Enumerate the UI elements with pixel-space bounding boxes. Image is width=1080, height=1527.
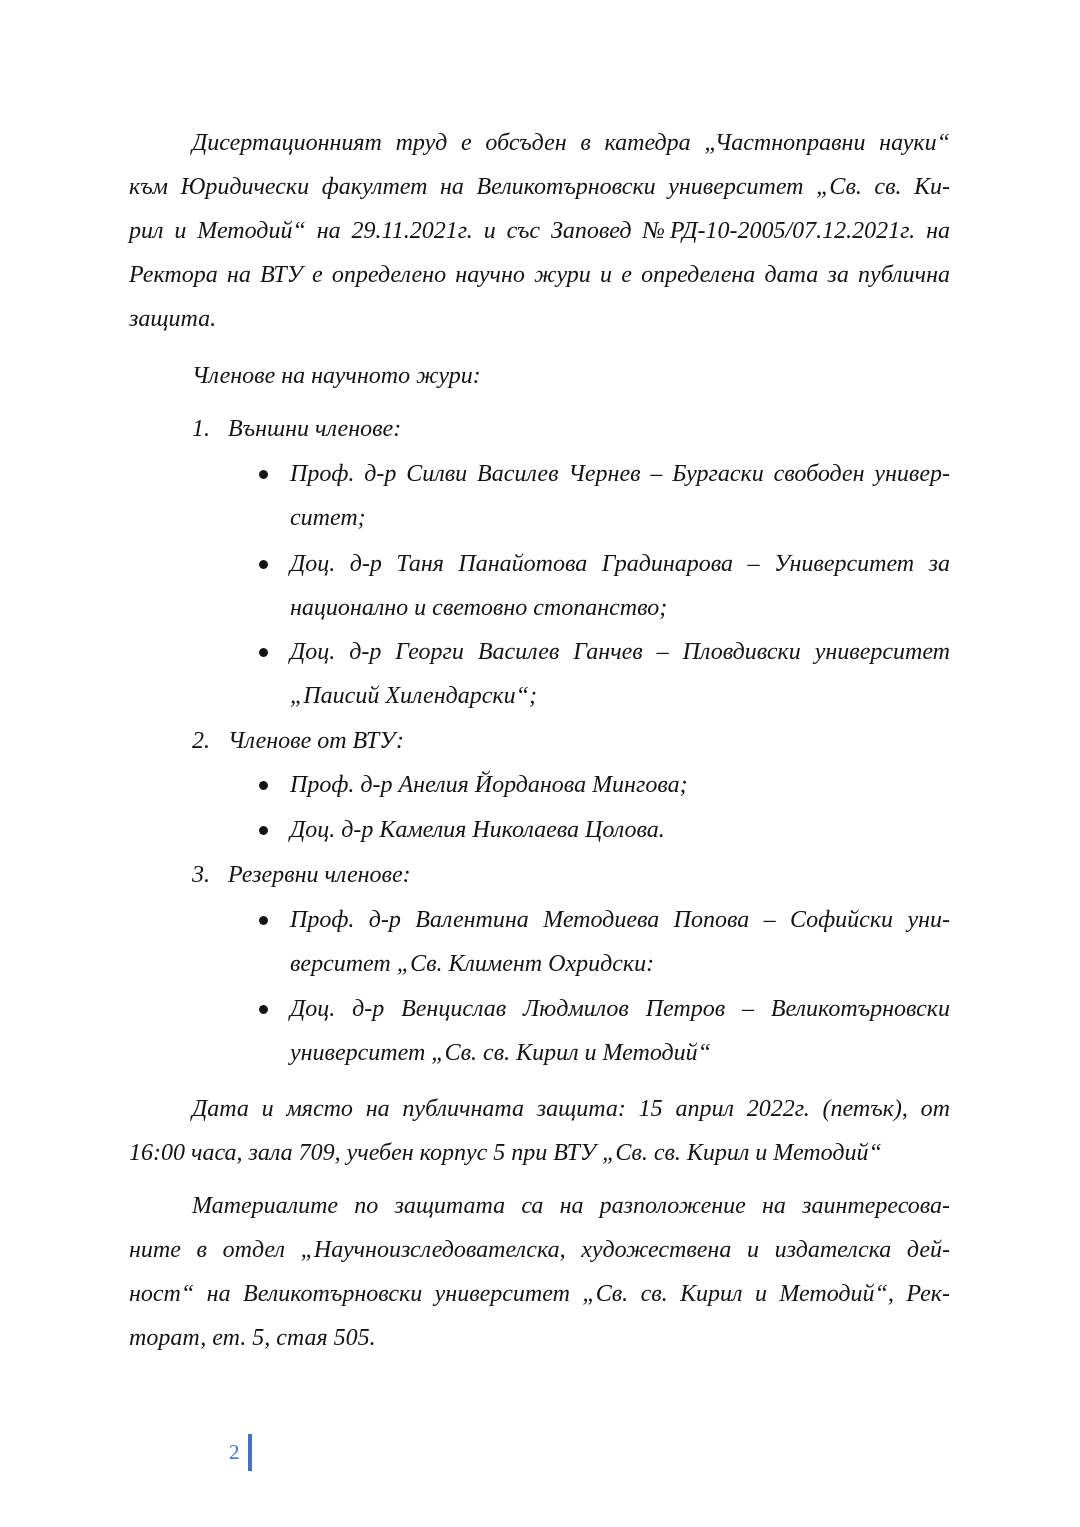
bullet-icon — [259, 916, 268, 925]
member-line: Проф. д-р Валентина Методиева Попова – Софийски уни- — [290, 907, 950, 933]
member-line: университет „Св. св. Кирил и Методий“ — [290, 1040, 712, 1066]
bullet-icon — [259, 826, 268, 835]
intro-line-1: Дисертационният труд е обсъден в катедра „Частноправни науки“ — [192, 130, 950, 156]
section-number: 2. — [192, 728, 210, 754]
materials-line-2: ните в отдел „Научноизследователска, художествена и издателска дей- — [129, 1237, 950, 1263]
section-title: Членове от ВТУ: — [228, 728, 404, 754]
intro-line-2: към Юридически факултет на Великотърновски университет „Св. св. Ки- — [129, 174, 950, 200]
page-number-divider — [248, 1434, 252, 1471]
jury-heading: Членове на научното жури: — [192, 363, 481, 389]
bullet-icon — [259, 470, 268, 479]
member-line: Доц. д-р Георги Василев Ганчев – Пловдивски университет — [290, 639, 950, 665]
intro-line-4: Ректора на ВТУ е определено научно жури и е определена дата за публична — [129, 262, 950, 288]
member-line: Проф. д-р Анелия Йорданова Мингова; — [290, 772, 688, 798]
member-line: Доц. д-р Венцислав Людмилов Петров – Великотърновски — [290, 996, 950, 1022]
member-line: Проф. д-р Силви Василев Чернев – Бургаски свободен универ- — [290, 461, 950, 487]
intro-line-3: рил и Методий“ на 29.11.2021г. и със Заповед №РД-10-2005/07.12.2021г. на — [129, 218, 950, 244]
section-title: Външни членове: — [228, 416, 402, 442]
member-line: Доц. д-р Камелия Николаева Цолова. — [290, 817, 665, 843]
section-title: Резервни членове: — [228, 862, 411, 888]
materials-line-1: Материалите по защитата са на разположение на заинтересова- — [192, 1193, 950, 1219]
member-line: верситет „Св. Климент Охридски: — [290, 951, 655, 977]
bullet-icon — [259, 648, 268, 657]
section-number: 3. — [192, 862, 210, 888]
page-number: 2 — [229, 1440, 240, 1464]
member-line: Доц. д-р Таня Панайотова Градинарова – Университет за — [290, 551, 950, 577]
materials-line-3: ност“ на Великотърновски университет „Св. св. Кирил и Методий“, Рек- — [129, 1281, 950, 1307]
member-line: „Паисий Хилендарски“; — [290, 683, 537, 709]
member-line: национално и световно стопанство; — [290, 595, 668, 621]
section-number: 1. — [192, 416, 210, 442]
intro-line-5: защита. — [129, 306, 217, 332]
member-line: ситет; — [290, 505, 366, 531]
bullet-icon — [259, 1005, 268, 1014]
materials-line-4: торат, ет. 5, стая 505. — [129, 1325, 376, 1351]
bullet-icon — [259, 781, 268, 790]
defense-line-2: 16:00 часа, зала 709, учебен корпус 5 при ВТУ „Св. св. Кирил и Методий“ — [129, 1140, 882, 1166]
bullet-icon — [259, 560, 268, 569]
defense-line-1: Дата и място на публичната защита: 15 април 2022г. (петък), от — [192, 1096, 950, 1122]
